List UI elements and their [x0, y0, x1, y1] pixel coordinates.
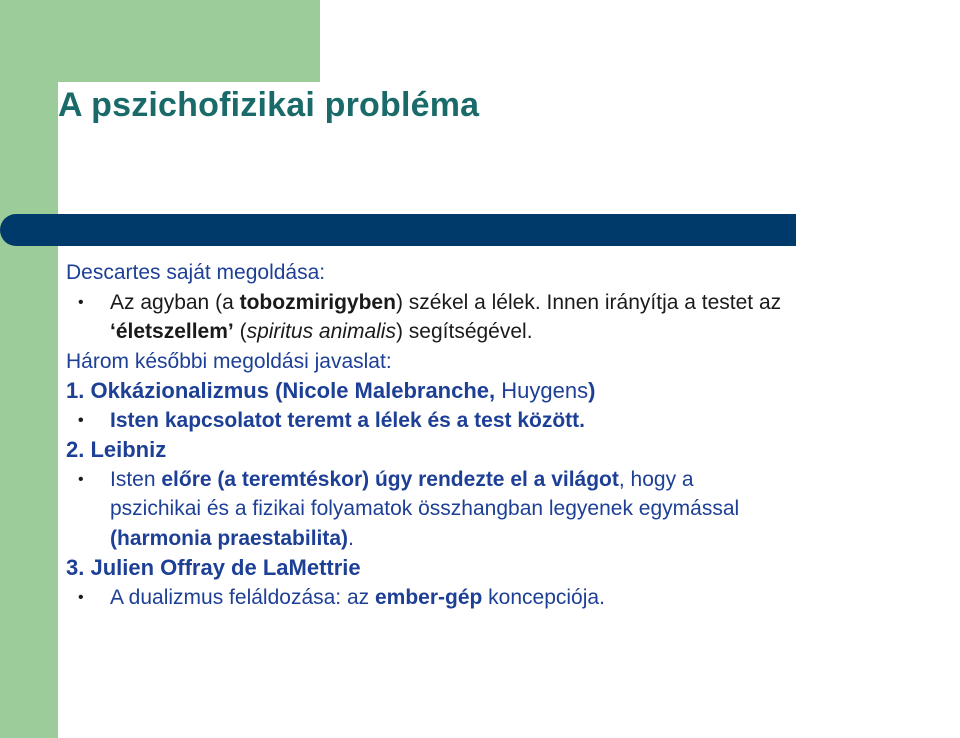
text-run: . [348, 526, 354, 550]
bullet-icon: • [78, 293, 84, 311]
solution-2-heading: 2. Leibniz [66, 437, 167, 462]
bullet-icon: • [78, 470, 84, 488]
slide-title: A pszichofizikai probléma [58, 86, 480, 124]
bullet-solution-2-cont2 [66, 524, 946, 554]
descartes-heading: Descartes saját megoldása: [66, 261, 326, 284]
text-run: ( [233, 320, 247, 343]
text-run: A dualizmus feláldozása: az [110, 585, 375, 609]
bullet-descartes-1 [66, 288, 946, 318]
term-harmonia-praestabilita: (harmonia praestabilita) [110, 526, 349, 550]
bullet-icon: • [78, 411, 84, 429]
text-run: ) [588, 378, 596, 403]
text-run: 1. Okkázionalizmus (Nicole Malebranche, [66, 378, 496, 403]
text-run: ) segítségével. [395, 320, 533, 343]
bullet-icon: • [78, 588, 84, 606]
text-run: ‘ [110, 320, 116, 343]
text-run: Isten [110, 467, 162, 491]
text-run: , hogy a [618, 467, 694, 491]
term-eletszellem: életszellem’ [115, 320, 234, 343]
term-spiritus-animalis: spiritus animalis [246, 320, 396, 343]
term-ember-gep: ember-gép [374, 585, 483, 609]
bullet-descartes-1-cont [66, 317, 946, 347]
text-run: Isten kapcsolatot teremt a lélek és a test között. [110, 408, 586, 432]
text-run: előre (a teremtéskor) úgy rendezte el a világot [161, 467, 619, 491]
text-run: ) székel a lélek. Innen irányítja a testet az [395, 290, 782, 314]
bullet-solution-1 [66, 406, 946, 436]
bullet-solution-2-cont: pszichikai és a fizikai folyamatok összhangban legyenek egymással [110, 497, 740, 520]
solution-3-heading: 3. Julien Offray de LaMettrie [66, 555, 361, 580]
text-run: koncepciója. [482, 585, 605, 609]
accent-left-stripe [0, 0, 58, 738]
text-run: Az agyban (a [110, 290, 240, 314]
solution-1-heading [66, 376, 946, 406]
term-tobozmirigy: tobozmirigyben [239, 290, 396, 314]
three-solutions-heading: Három későbbi megoldási javaslat: [66, 349, 392, 373]
bullet-solution-2 [66, 465, 946, 495]
title-divider-bar [0, 214, 796, 246]
bullet-solution-3 [66, 583, 946, 613]
text-run: Huygens [495, 378, 589, 403]
slide-body [66, 258, 946, 612]
